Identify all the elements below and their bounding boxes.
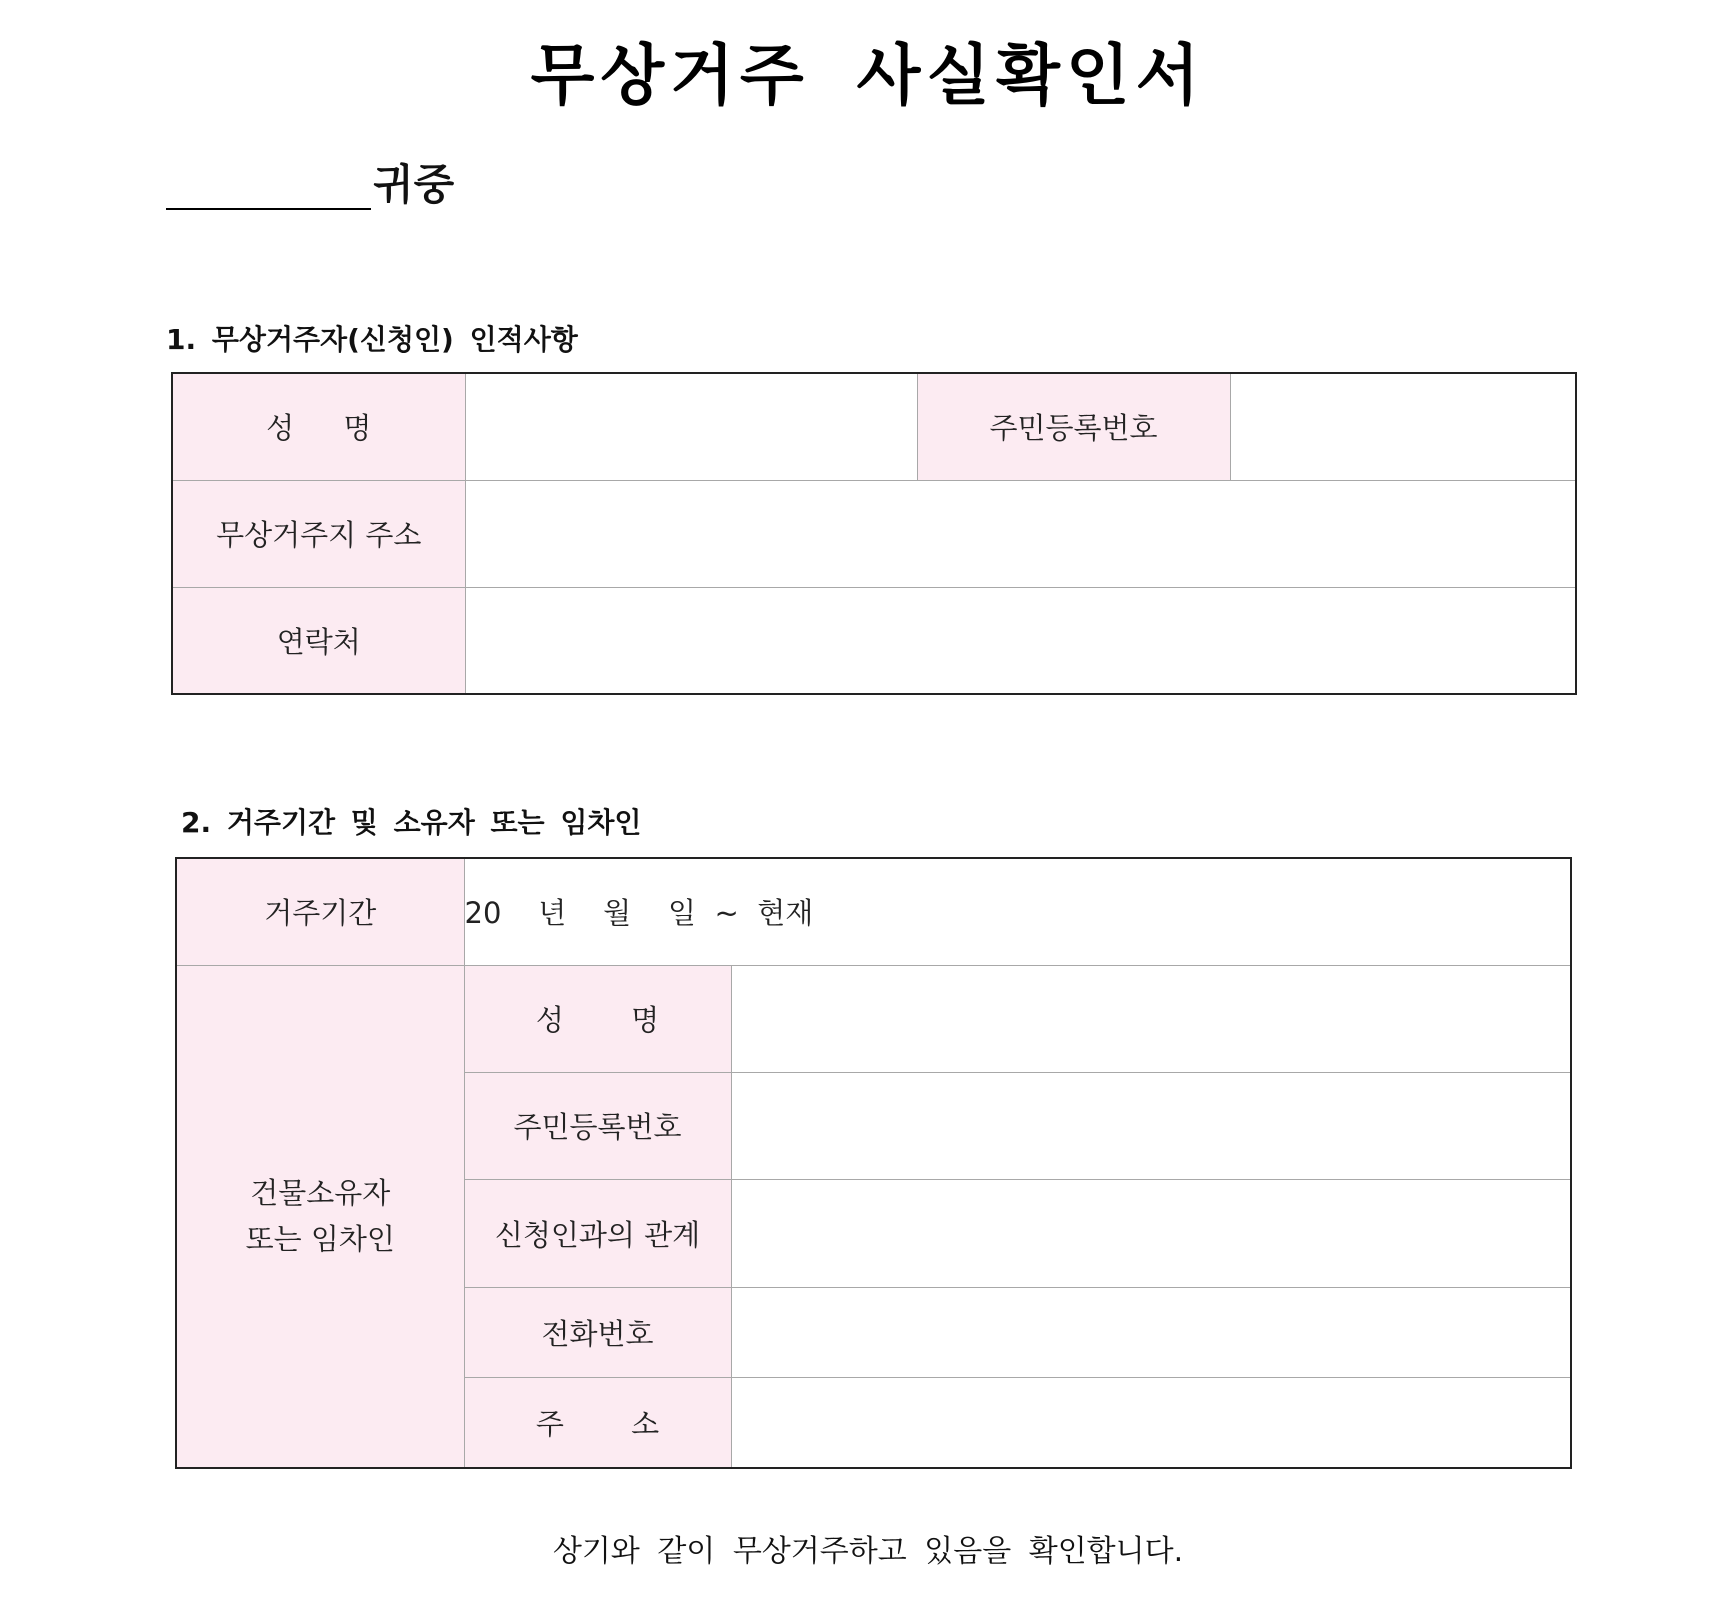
owner-address-field[interactable] <box>731 1377 1571 1468</box>
owner-or-tenant-label <box>176 965 464 1468</box>
phone-field[interactable] <box>731 1287 1571 1377</box>
applicant-info-table <box>171 372 1577 695</box>
recipient-line <box>166 150 454 210</box>
applicant-resident-number-label: 주민등록번호 <box>917 373 1230 480</box>
applicant-name-field[interactable] <box>465 373 917 480</box>
contact-label: 연락처 <box>172 587 465 694</box>
relationship-label: 신청인과의 관계 <box>464 1179 731 1287</box>
owner-address-label: 주 소 <box>464 1377 731 1468</box>
recipient-suffix: 귀중 <box>373 160 455 209</box>
residence-period-value: 20 년 월 일 ~ 현재 <box>464 896 814 931</box>
residence-period-field[interactable] <box>464 858 1571 965</box>
residence-owner-table <box>175 857 1572 1469</box>
closing-statement: 상기와 같이 무상거주하고 있음을 확인합니다. <box>552 1534 1184 1569</box>
owner-name-label: 성 명 <box>464 965 731 1072</box>
owner-resident-number-field[interactable] <box>731 1072 1571 1179</box>
owner-label-line1: 건물소유자 <box>250 1176 391 1211</box>
contact-field[interactable] <box>465 587 1576 694</box>
section1-heading: 1. 무상거주자(신청인) 인적사항 <box>166 323 578 356</box>
residence-address-field[interactable] <box>465 480 1576 587</box>
owner-name-field[interactable] <box>731 965 1571 1072</box>
section2-heading: 2. 거주기간 및 소유자 또는 임차인 <box>181 806 642 839</box>
phone-label: 전화번호 <box>464 1287 731 1377</box>
applicant-resident-number-field[interactable] <box>1230 373 1576 480</box>
residence-address-label: 무상거주지 주소 <box>172 480 465 587</box>
applicant-name-label: 성 명 <box>172 373 465 480</box>
residence-period-label: 거주기간 <box>176 858 464 965</box>
recipient-blank-field[interactable] <box>166 156 371 210</box>
owner-label-line2: 또는 임차인 <box>245 1222 395 1257</box>
owner-resident-number-label: 주민등록번호 <box>464 1072 731 1179</box>
relationship-field[interactable] <box>731 1179 1571 1287</box>
document-title: 무상거주 사실확인서 <box>530 37 1206 114</box>
